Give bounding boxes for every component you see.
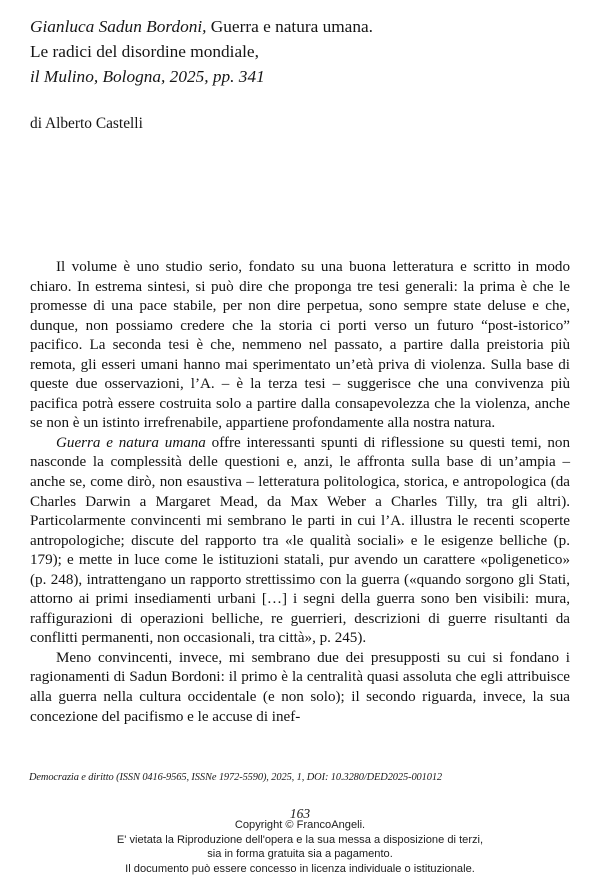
reference-line-2: Le radici del disordine mondiale,	[30, 42, 259, 61]
paragraph-2-rest: offre interessanti spunti di riflessione su questi temi, non nasconde la complessità delle questioni e, anzi, le affronta sulla base di un’ampia – anche se, come dirò, non esaustiva – letteratura politologica, storica, e antropologica (da Charles Darwin a Margaret Mead, da Max Weber a Charles Tilly, tra gli altri). Particolarmente convincenti mi sembrano le parti in cui l’A. illustra le recenti scoperte antropologiche; discute del rapporto tra «le qualità sociali» e le esigenze belliche (p. 179); e mette in luce come le istituzioni statali, pur avendo un carattere «poligenetico» (p. 248), intrattengano un rapporto strettissimo con la guerra («quando sorgono gli Stati, attorno ai primi insediamenti urbani […] i segni della guerra sono ben visibili: mura, raffigurazioni di operazioni belliche, re guerrieri, descrizioni di guerre risultanti da conflitti permanenti, non occasionali, tra città», p. 245).	[30, 434, 570, 647]
reference-author: Gianluca Sadun Bordoni,	[30, 17, 207, 36]
paragraph-2	[30, 434, 570, 649]
paragraph-2-italic-lead: Guerra e natura umana	[56, 434, 206, 451]
book-reference-heading	[30, 14, 570, 89]
journal-doi-line: Democrazia e diritto (ISSN 0416-9565, ISSNe 1972-5590), 2025, 1, DOI: 10.3280/DED2025-001012	[29, 772, 443, 783]
copyright-line-4: Il documento può essere concesso in licenza individuale o istituzionale.	[125, 862, 475, 875]
reference-title-part1: Guerra e natura umana.	[206, 17, 373, 36]
page-number: 163	[289, 806, 311, 821]
copyright-line-1: Copyright © FrancoAngeli.	[234, 819, 366, 831]
paragraph-3: Meno convincenti, invece, mi sembrano due dei presupposti su cui si fondano i ragionamenti di Sadun Bordoni: il primo è la centralità quasi assoluta che egli attribuisce alla guerra nella cultura occidentale (e non solo); il secondo riguarda, invece, la sua concezione del pacifismo e le accuse di inef-	[30, 649, 570, 725]
reference-line-1	[30, 14, 570, 39]
copyright-notice	[0, 818, 600, 876]
review-author-byline: di Alberto Castelli	[30, 115, 143, 132]
body-text	[30, 258, 570, 727]
copyright-line-2: E' vietata la Riproduzione dell'opera e la sua messa a disposizione di terzi,	[116, 833, 484, 846]
paragraph-1: Il volume è uno studio serio, fondato su una buona letteratura e scritto in modo chiaro. In estrema sintesi, si può dire che proponga tre tesi generali: la prima è che le promesse di una pace stabile, per non dire perpetua, sono sempre state deluse e che, dunque, non possiamo credere che la storia ci porti verso un futuro “post-istorico” pacifico. La seconda tesi è che, nemmeno nel passato, a partire dalla preistoria più remota, gli esseri umani hanno mai sperimentato un’età priva di violenza. Sulla base di queste due osservazioni, l’A. – è la terza tesi – suggerisce che una convivenza più pacifica potrà essere costruita solo a partire dalla consapevolezza che la violenza, anche se non è un istinto irrefrenabile, appartiene profondamente alla nostra natura.	[30, 259, 570, 432]
reference-line-3: il Mulino, Bologna, 2025, pp. 341	[30, 67, 265, 86]
copyright-line-3: sia in forma gratuita sia a pagamento.	[207, 848, 393, 861]
